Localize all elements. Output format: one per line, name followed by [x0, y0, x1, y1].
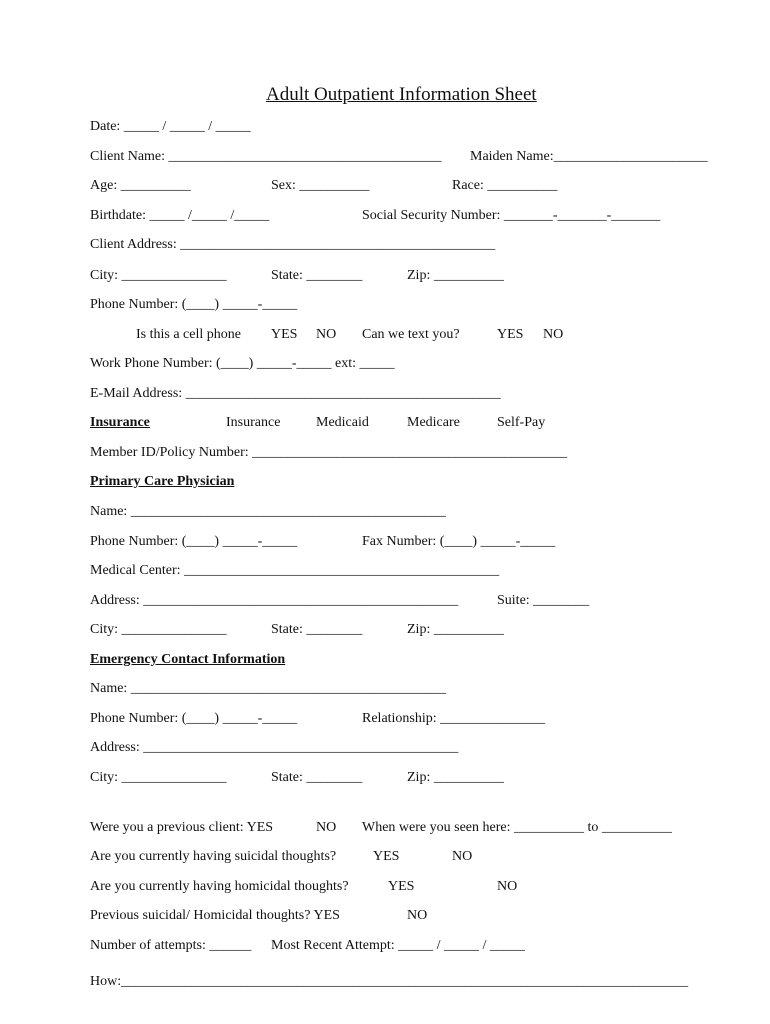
client-address-field[interactable]: Client Address: _____________________________________________ — [90, 237, 496, 252]
previous-thoughts-no[interactable]: NO — [407, 908, 428, 923]
race-field[interactable]: Race: __________ — [452, 178, 558, 193]
previous-client-yes[interactable]: Were you a previous client: YES — [90, 820, 274, 835]
previous-thoughts-yes[interactable]: Previous suicidal/ Homicidal thoughts? YES — [90, 908, 340, 923]
emergency-city-field[interactable]: City: _______________ — [90, 770, 227, 785]
medical-center-field[interactable]: Medical Center: _____________________________________________ — [90, 563, 500, 578]
pcp-phone-field[interactable]: Phone Number: (____) _____-_____ — [90, 534, 298, 549]
cell-phone-yes[interactable]: YES — [271, 327, 298, 342]
attempts-field[interactable]: Number of attempts: ______ — [90, 938, 252, 953]
birthdate-field[interactable]: Birthdate: _____ /_____ /_____ — [90, 208, 270, 223]
page-title: Adult Outpatient Information Sheet — [266, 84, 537, 105]
text-question: Can we text you? — [362, 327, 460, 342]
pcp-address-field[interactable]: Address: _____________________________________________ — [90, 593, 459, 608]
homicidal-question: Are you currently having homicidal thoughts? — [90, 879, 349, 894]
insurance-option-self-pay[interactable]: Self-Pay — [497, 415, 546, 430]
client-zip-field[interactable]: Zip: __________ — [407, 268, 504, 283]
previous-client-no[interactable]: NO — [316, 820, 337, 835]
client-phone-field[interactable]: Phone Number: (____) _____-_____ — [90, 297, 298, 312]
date-field[interactable]: Date: _____ / _____ / _____ — [90, 119, 251, 134]
pcp-name-field[interactable]: Name: _____________________________________________ — [90, 504, 446, 519]
suicidal-question: Are you currently having suicidal thoughts? — [90, 849, 337, 864]
recent-attempt-field[interactable]: Most Recent Attempt: _____ / _____ / _____ — [271, 938, 525, 953]
relationship-field[interactable]: Relationship: _______________ — [362, 711, 546, 726]
how-field[interactable]: How:_________________________________________________________________________________ — [90, 974, 689, 989]
emergency-state-field[interactable]: State: ________ — [271, 770, 363, 785]
ssn-field[interactable]: Social Security Number: _______-_______-_______ — [362, 208, 661, 223]
emergency-zip-field[interactable]: Zip: __________ — [407, 770, 504, 785]
pcp-state-field[interactable]: State: ________ — [271, 622, 363, 637]
insurance-option-medicaid[interactable]: Medicaid — [316, 415, 369, 430]
insurance-option-medicare[interactable]: Medicare — [407, 415, 460, 430]
age-field[interactable]: Age: __________ — [90, 178, 191, 193]
email-field[interactable]: E-Mail Address: _____________________________________________ — [90, 386, 501, 401]
suicidal-no[interactable]: NO — [452, 849, 473, 864]
maiden-name-field[interactable]: Maiden Name:______________________ — [470, 149, 708, 164]
pcp-suite-field[interactable]: Suite: ________ — [497, 593, 590, 608]
insurance-heading: Insurance — [90, 415, 150, 430]
text-yes[interactable]: YES — [497, 327, 524, 342]
homicidal-yes[interactable]: YES — [388, 879, 415, 894]
insurance-option-insurance[interactable]: Insurance — [226, 415, 281, 430]
emergency-heading: Emergency Contact Information — [90, 652, 286, 667]
pcp-zip-field[interactable]: Zip: __________ — [407, 622, 504, 637]
member-id-field[interactable]: Member ID/Policy Number: _____________________________________________ — [90, 445, 568, 460]
work-phone-field[interactable]: Work Phone Number: (____) _____-_____ ext: _____ — [90, 356, 395, 371]
homicidal-no[interactable]: NO — [497, 879, 518, 894]
cell-phone-question: Is this a cell phone — [136, 327, 241, 342]
sex-field[interactable]: Sex: __________ — [271, 178, 370, 193]
pcp-heading: Primary Care Physician — [90, 474, 235, 489]
client-city-field[interactable]: City: _______________ — [90, 268, 227, 283]
cell-phone-no[interactable]: NO — [316, 327, 337, 342]
client-name-field[interactable]: Client Name: _______________________________________ — [90, 149, 442, 164]
seen-when-field[interactable]: When were you seen here: __________ to __________ — [362, 820, 672, 835]
text-no[interactable]: NO — [543, 327, 564, 342]
client-state-field[interactable]: State: ________ — [271, 268, 363, 283]
emergency-name-field[interactable]: Name: _____________________________________________ — [90, 681, 446, 696]
pcp-fax-field[interactable]: Fax Number: (____) _____-_____ — [362, 534, 556, 549]
emergency-phone-field[interactable]: Phone Number: (____) _____-_____ — [90, 711, 298, 726]
suicidal-yes[interactable]: YES — [373, 849, 400, 864]
emergency-address-field[interactable]: Address: _____________________________________________ — [90, 740, 459, 755]
pcp-city-field[interactable]: City: _______________ — [90, 622, 227, 637]
